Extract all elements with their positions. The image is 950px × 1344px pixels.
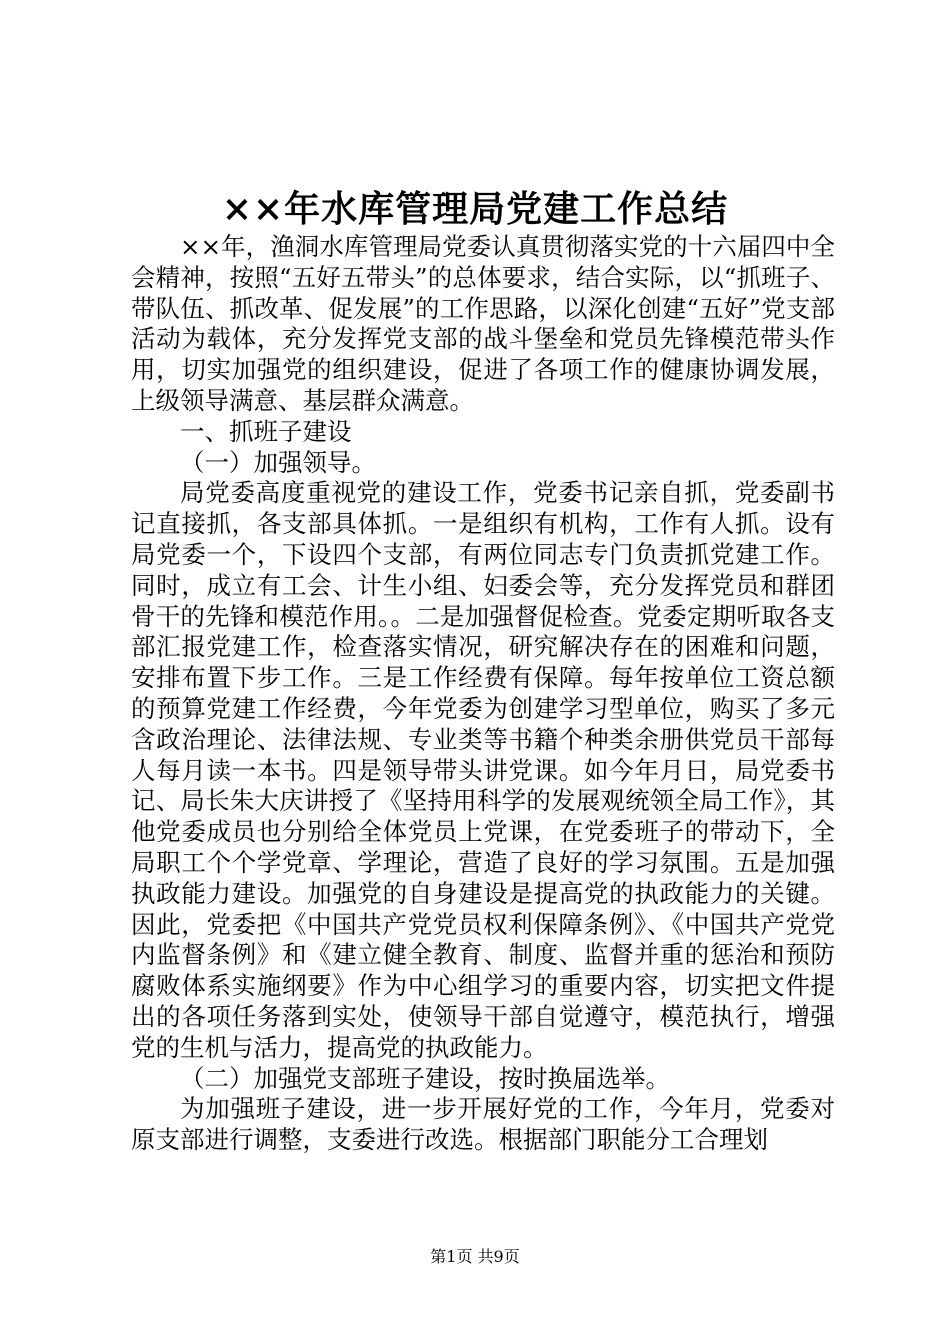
- section-heading-1: 一、抓班子建设: [180, 416, 352, 446]
- body-paragraph-branch: 为加强班子建设，进一步开展好党的工作，今年月，党委对原支部进行调整，支委进行改选。根据部门职能分工合理划: [131, 1094, 835, 1155]
- body-paragraph-leadership: 局党委高度重视党的建设工作，党委书记亲自抓，党委副书记直接抓，各支部具体抓。一是组织有机构，工作有人抓。设有局党委一个，下设四个支部，有两位同志专门负责抓党建工作。同时，成立有工会、计生小组、妇委会等，充分发挥党员和群团骨干的先锋和模范作用。。二是加强督促检查。党委定期听取各支部汇报党建工作，检查落实情况，研究解决存在的困难和问题，安排布置下步工作。三是工作经费有保障。每年按单位工资总额的预算党建工作经费，今年党委为创建学习型单位，购买了多元含政治理论、法律法规、专业类等书籍个种类余册供党员干部每人每月读一本书。四是领导带头讲党课。如今年月日，局党委书记、局长朱大庆讲授了《坚持用科学的发展观统领全局工作》，其他党委成员也分别给全体党员上党课，在党委班子的带动下，全局职工个个学党章、学理论，营造了良好的学习氛围。五是加强执政能力建设。加强党的自身建设是提高党的执政能力的关键。因此，党委把《中国共产党党员权利保障条例》、《中国共产党党内监督条例》和《建立健全教育、制度、监督并重的惩治和预防腐败体系实施纲要》作为中心组学习的重要内容，切实把文件提出的各项任务落到实处，使领导干部自觉遵守，模范执行，增强党的生机与活力，提高党的执政能力。: [131, 478, 835, 1062]
- subsection-heading-2: （二）加强党支部班子建设，按时换届选举。: [180, 1063, 670, 1093]
- page-number-footer: 第1页 共9页: [430, 1247, 520, 1266]
- document-body: [131, 232, 835, 1156]
- intro-paragraph: ××年，渔洞水库管理局党委认真贯彻落实党的十六届四中全会精神，按照“五好五带头”的总体要求，结合实际，以“抓班子、带队伍、抓改革、促发展”的工作思路，以深化创建“五好”党支部活动为载体，充分发挥党支部的战斗堡垒和党员先锋模范带头作用，切实加强党的组织建设，促进了各项工作的健康协调发展，上级领导满意、基层群众满意。: [131, 232, 835, 415]
- subsection-heading-1: （一）加强领导。: [180, 447, 376, 477]
- document-title: ××年水库管理局党建工作总结: [221, 188, 729, 230]
